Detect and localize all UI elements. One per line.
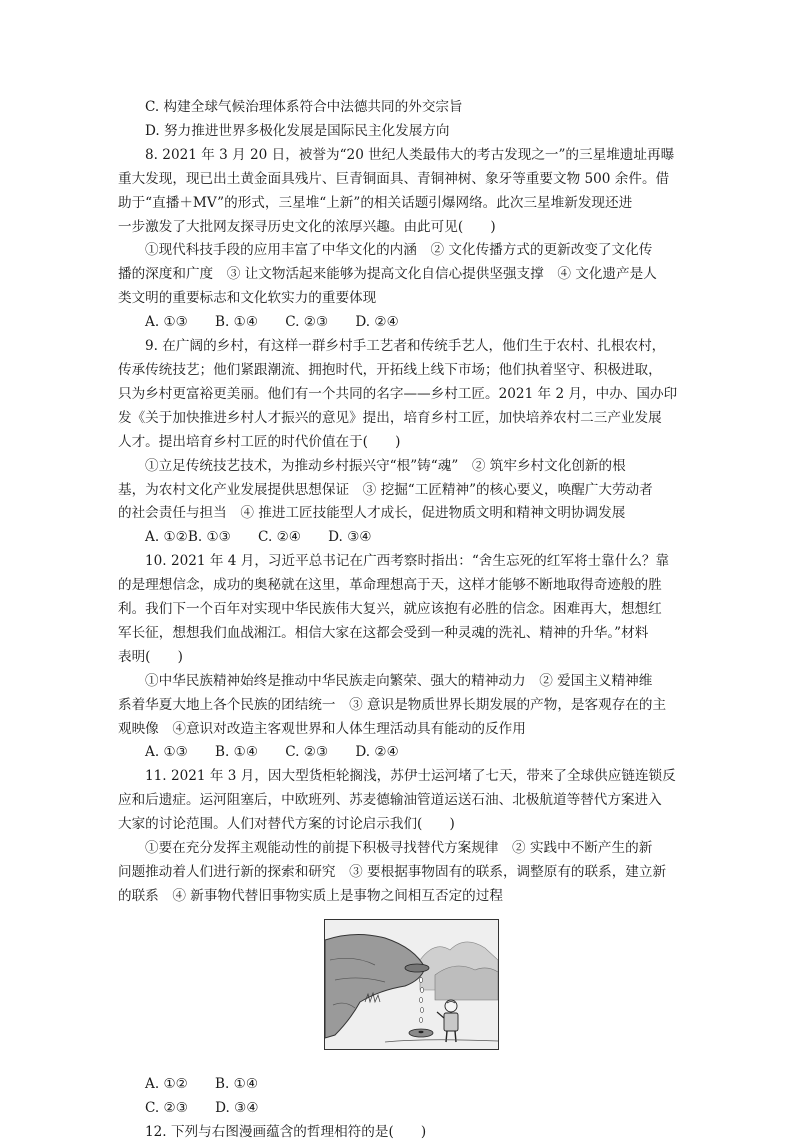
text-line: 利。我们下一个百年对实现中华民族伟大复兴，就应该抱有必胜的信念。困难再大，想想红 [118,601,662,618]
document-page [118,96,678,1145]
text-line: 助于“直播＋MV”的形式，三星堆“上新”的相关话题引爆网络。此次三星堆新发现还进 [118,194,633,211]
text-line: 观映像 ④意识对改造主客观世界和人体生理活动具有能动的反作用 [118,720,526,737]
text-line: 传承传统技艺；他们紧跟潮流、拥抱时代，开拓线上线下市场；他们执着坚守、积极进取， [118,361,662,378]
text-line: 军长征，想想我们血战湘江。相信大家在这都会受到一种灵魂的洗礼、精神的升华。”材料 [118,624,649,641]
text-line: 问题推动着人们进行新的探索和研究 ③ 要根据事物固有的联系，调整原有的联系，建立新 [118,864,667,880]
question-text-block [118,96,678,909]
text-line: 应和后遗症。运河阻塞后，中欧班列、苏麦德输油管道运送石油、北极航道等替代方案进入 [118,792,662,809]
text-line: 的是理想信念，成功的奥秘就在这里，革命理想高于天，这样才能够不断地取得奇迹般的胜 [118,577,662,594]
text-line: 只为乡村更富裕更美丽。他们有一个共同的名字——乡村工匠。2021 年 2 月，中办、国办印 [118,385,678,402]
text-line: 类文明的重要标志和文化软实力的重要体现 [118,290,377,307]
text-line: 重大发现，现已出土黄金面具残片、巨青铜面具、青铜神树、象牙等重要文物 500 余件。借 [118,170,670,187]
text-line: 人才。提出培育乡村工匠的时代价值在于( ) [118,433,401,450]
text-line: C. 构建全球气候治理体系符合中法德共同的外交宗旨 [145,99,463,115]
text-line: ①要在充分发挥主观能动性的前提下积极寻找替代方案规律 ② 实践中不断产生的新 [145,840,653,857]
text-line: ①现代科技手段的应用丰富了中华文化的内涵 ② 文化传播方式的更新改变了文化传 [145,242,653,259]
text-line: 10. 2021 年 4 月，习近平总书记在广西考察时指出：“舍生忘死的红军将士靠什么？靠 [145,553,670,570]
text-line: 基，为农村文化产业发展提供思想保证 ③ 挖掘“工匠精神”的核心要义，唤醒广大劳动者 [118,481,653,498]
text-line: ①立足传统技艺技术，为推动乡村振兴守“根”铸“魂” ② 筑牢乡村文化创新的根 [145,457,626,474]
text-line: ①中华民族精神始终是推动中华民族走向繁荣、强大的精神动力 ② 爱国主义精神维 [145,672,653,689]
options-text-block [118,1073,678,1145]
text-line: 表明( ) [118,648,183,665]
text-line: 一步激发了大批网友探寻历史文化的浓厚兴趣。由此可见( ) [118,218,496,235]
text-line: 8. 2021 年 3 月 20 日，被誉为“20 世纪人类最伟大的考古发现之一”的三星堆遗址再曝 [145,146,675,163]
text-line: 11. 2021 年 3 月，因大型货柜轮搁浅，苏伊士运河堵了七天，带来了全球供应链连锁反 [145,768,676,785]
text-line: 的联系 ④ 新事物代替旧事物实质上是事物之间相互否定的过程 [118,887,503,904]
text-line: 9. 在广阔的乡村，有这样一群乡村手工艺者和传统手艺人，他们生于农村、扎根农村， [145,338,666,355]
text-line: C. ②③ D. ③④ [145,1099,259,1116]
text-line: A. ①③ B. ①④ C. ②③ D. ②④ [145,314,399,331]
text-line: 的社会责任与担当 ④ 推进工匠技能型人才成长，促进物质文明和精神文明协调发展 [118,505,626,522]
text-line: A. ①③ B. ①④ C. ②③ D. ②④ [145,744,399,761]
text-line: 系着华夏大地上各个民族的团结统一 ③ 意识是物质世界长期发展的产物，是客观存在的主 [118,696,667,713]
figure-area [118,915,678,1069]
text-line: 大家的讨论范围。人们对替代方案的讨论启示我们( ) [118,816,455,833]
text-line: 12. 下列与右图漫画蕴含的哲理相符的是( ) [145,1123,427,1140]
text-line: D. 努力推进世界多极化发展是国际民主化发展方向 [145,122,450,139]
cartoon-drawing-icon [325,920,498,1049]
cartoon-illustration [324,919,499,1050]
text-line: 发《关于加快推进乡村人才振兴的意见》提出，培育乡村工匠，加快培养农村二三产业发展 [118,409,662,426]
text-line: A. ①②B. ①③ C. ②④ D. ③④ [145,529,372,546]
text-line: A. ①② B. ①④ [145,1075,259,1092]
text-line: 播的深度和广度 ③ 让文物活起来能够为提高文化自信心提供坚强支撑 ④ 文化遗产是人 [118,266,657,283]
